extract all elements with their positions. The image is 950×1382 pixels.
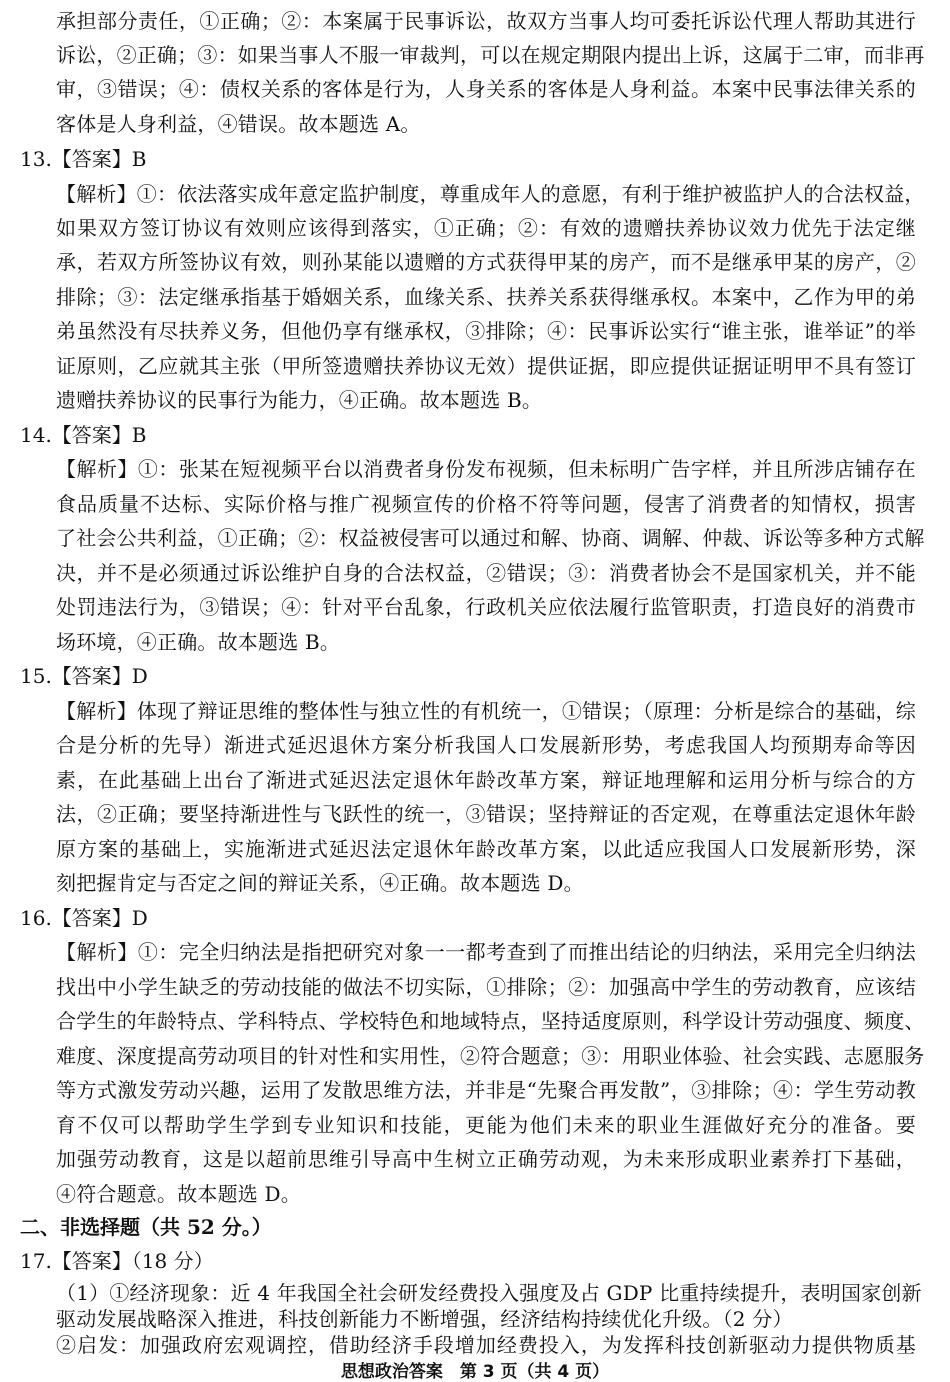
q16-line: 加强劳动教育，这是以超前思维引导高中生树立正确劳动观，为未来形成职业素养打下基础，	[56, 1147, 916, 1171]
prev-item-line: 客体是人身利益，④错误。故本题选 A。	[56, 112, 421, 136]
prev-item-line: 诉讼，②正确；③：如果当事人不服一审裁判，可以在规定期限内提出上诉，这属于二审，而非再	[56, 43, 925, 67]
q15-line: 素，在此基础上出台了渐进式延迟法定退休年龄改革方案，辩证地理解和运用分析与综合的方	[56, 768, 916, 792]
q16-line: 育不仅可以帮助学生学到专业知识和技能，更能为他们未来的职业生涯做好充分的准备。要	[56, 1113, 916, 1137]
q13-answer-label: 13.【答案】B	[20, 147, 147, 171]
q14-line: 【解析】①：张某在短视频平台以消费者身份发布视频，但未标明广告字样，并且所涉店铺存在	[56, 457, 916, 481]
prev-item-line: 承担部分责任，①正确；②：本案属于民事诉讼，故双方当事人均可委托诉讼代理人帮助其进行	[56, 9, 916, 33]
q13-line: 证原则，乙应就其主张（甲所签遗赠扶养协议无效）提供证据，即应提供证据证明甲不具有签订	[56, 354, 916, 378]
q16-line: ④符合题意。故本题选 D。	[56, 1182, 301, 1206]
q16-line: 合学生的年龄特点、学科特点、学校特色和地域特点，坚持适度原则，科学设计劳动强度、频度、	[56, 1009, 925, 1033]
q14-line: 场环境，④正确。故本题选 B。	[56, 630, 341, 654]
page-footer: 思想政治答案 第 3 页（共 4 页）	[340, 1362, 610, 1382]
q14-answer-label: 14.【答案】B	[20, 423, 147, 447]
q13-line: 排除；③：法定继承指基于婚姻关系，血缘关系、扶养关系获得继承权。本案中，乙作为甲的弟	[56, 285, 916, 309]
prev-item-line: 审，③错误；④：债权关系的客体是行为，人身关系的客体是人身利益。本案中民事法律关系的	[56, 77, 916, 101]
section-2-heading: 二、非选择题（共 52 分。）	[20, 1215, 272, 1239]
q15-line: 刻把握肯定与否定之间的辩证关系，④正确。故本题选 D。	[56, 871, 584, 895]
q16-line: 难度、深度提高劳动项目的针对性和实用性，②符合题意；③：用职业体验、社会实践、志愿服务	[56, 1044, 925, 1068]
q13-line: 【解析】①：依法落实成年意定监护制度，尊重成年人的意愿，有利于维护被监护人的合法权益，	[56, 182, 925, 206]
q14-line: 决，并不是必须通过诉讼维护自身的合法权益，②错误；③：消费者协会不是国家机关，并不能	[56, 561, 916, 585]
q13-line: 弟虽然没有尽扶养义务，但他仍享有继承权，③排除；④：民事诉讼实行“谁主张，谁举证”的举	[56, 319, 916, 343]
q17-line: （1）①经济现象：近 4 年我国全社会研发经费投入强度及占 GDP 比重持续提升，表明国家创新	[56, 1281, 922, 1305]
q15-line: 原方案的基础上，实施渐进式延迟法定退休年龄改革方案，以此适应我国人口发展新形势，深	[56, 837, 916, 861]
q16-line: 等方式激发劳动兴趣，运用了发散思维方法，并非是“先聚合再发散”，③排除；④：学生劳动教	[56, 1078, 916, 1102]
q17-answer-label: 17.【答案】（18 分）	[20, 1249, 214, 1273]
q15-line: 法，②正确；要坚持渐进性与飞跃性的统一，③错误；坚持辩证的否定观，在尊重法定退休年龄	[56, 802, 916, 826]
q17-line: ②启发：加强政府宏观调控，借助经济手段增加经费投入，为发挥科技创新驱动力提供物质基	[56, 1333, 916, 1357]
q15-line: 【解析】体现了辩证思维的整体性与独立性的有机统一，①错误；（原理：分析是综合的基础，综	[56, 699, 916, 723]
q13-line: 遗赠扶养协议的民事行为能力，④正确。故本题选 B。	[56, 388, 543, 412]
q16-line: 【解析】①：完全归纳法是指把研究对象一一都考查到了而推出结论的归纳法，采用完全归纳法	[56, 940, 916, 964]
q14-line: 处罚违法行为，③错误；④：针对平台乱象，行政机关应依法履行监管职责，打造良好的消费市	[56, 595, 916, 619]
q17-line: 驱动发展战略深入推进，科技创新能力不断增强，经济结构持续优化升级。（2 分）	[56, 1307, 793, 1331]
q16-answer-label: 16.【答案】D	[20, 906, 148, 930]
q13-line: 承，若双方所签协议有效，则孙某能以遗赠的方式获得甲某的房产，而不是继承甲某的房产，②	[56, 250, 916, 274]
q15-answer-label: 15.【答案】D	[20, 664, 148, 688]
q14-line: 了社会公共利益，①正确；②：权益被侵害可以通过和解、协商、调解、仲裁、诉讼等多种方式解	[56, 526, 925, 550]
q14-line: 食品质量不达标、实际价格与推广视频宣传的价格不符等问题，侵害了消费者的知情权，损害	[56, 492, 916, 516]
q16-line: 找出中小学生缺乏的劳动技能的做法不切实际，①排除；②：加强高中学生的劳动教育，应该结	[56, 975, 916, 999]
q13-line: 如果双方签订协议有效则应该得到落实，①正确；②：有效的遗赠扶养协议效力优先于法定继	[56, 216, 916, 240]
q15-line: 合是分析的先导）渐进式延迟退休方案分析我国人口发展新形势，考虑我国人均预期寿命等因	[56, 733, 916, 757]
